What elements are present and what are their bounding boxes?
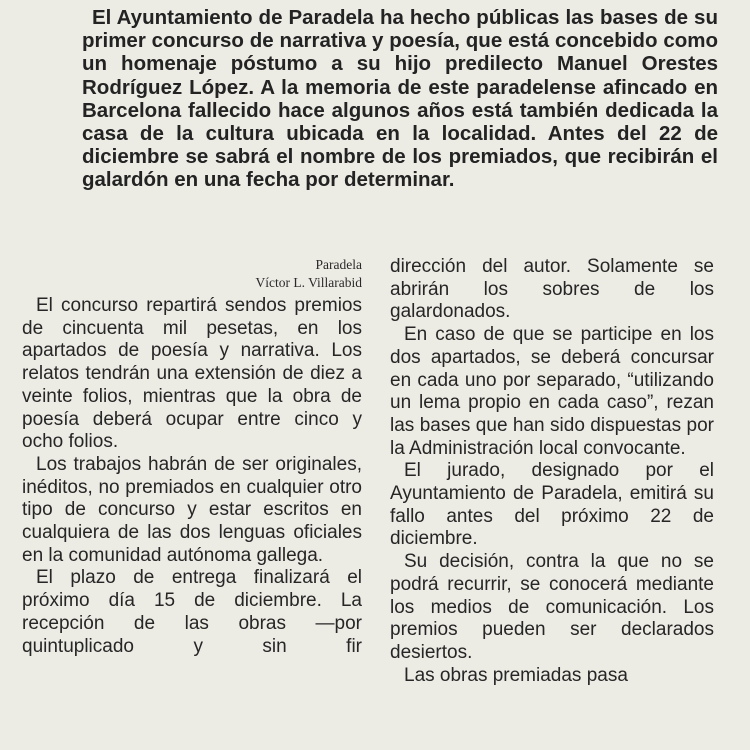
byline-place: Paradela <box>315 257 362 272</box>
body-paragraph: En caso de que se participe en los dos apartados, se deberá concursar en cada uno por separado, “utilizando un lema propio en cada caso”, rezan las bases que han sido dispuestas por la Administración local convocante. <box>390 324 714 459</box>
body-paragraph: El plazo de entrega finalizará el próximo día 15 de diciembre. La recepción de las obras —por quintuplicado y sin fir <box>22 567 362 657</box>
body-paragraph: Su decisión, contra la que no se podrá recurrir, se conocerá mediante los medios de comunicación. Los premios pueden ser declarados desiertos. <box>390 551 714 663</box>
body-paragraph: El jurado, designado por el Ayuntamiento de Paradela, emitirá su fallo antes del próximo 22 de diciembre. <box>390 460 714 550</box>
article-column-1 <box>22 256 362 658</box>
byline-author: Víctor L. Villarabid <box>255 274 362 290</box>
byline <box>22 256 362 291</box>
body-paragraph: El concurso repartirá sendos premios de cincuenta mil pesetas, en los apartados de poesía y narrativa. Los relatos tendrán una extensión de diez a veinte folios, mientras que la obra de poesía deberá ocupar entre cinco y ocho folios. <box>22 295 362 453</box>
lead-paragraph: El Ayuntamiento de Paradela ha hecho públicas las bases de su primer concurso de narrativa y poesía, que está concebido como un homenaje póstumo a su hijo predilecto Manuel Orestes Rodríguez López. A la memoria de este paradelense afincado en Barcelona fallecido hace algunos años está también dedicada la casa de la cultura ubicada en la localidad. Antes del 22 de diciembre se sabrá el nombre de los premiados, que recibirán el galardón en una fecha por determinar. <box>82 6 718 192</box>
body-paragraph: Los trabajos habrán de ser originales, inéditos, no premiados en cualquier otro tipo de concurso y estar escritos en cualquiera de las dos lenguas oficiales en la comunidad autónoma gallega. <box>22 453 362 566</box>
article-column-2 <box>390 256 714 687</box>
body-paragraph: Las obras premiadas pasa <box>404 664 628 686</box>
body-paragraph: dirección del autor. Solamente se abrirán los sobres de los galardonados. <box>390 256 714 323</box>
